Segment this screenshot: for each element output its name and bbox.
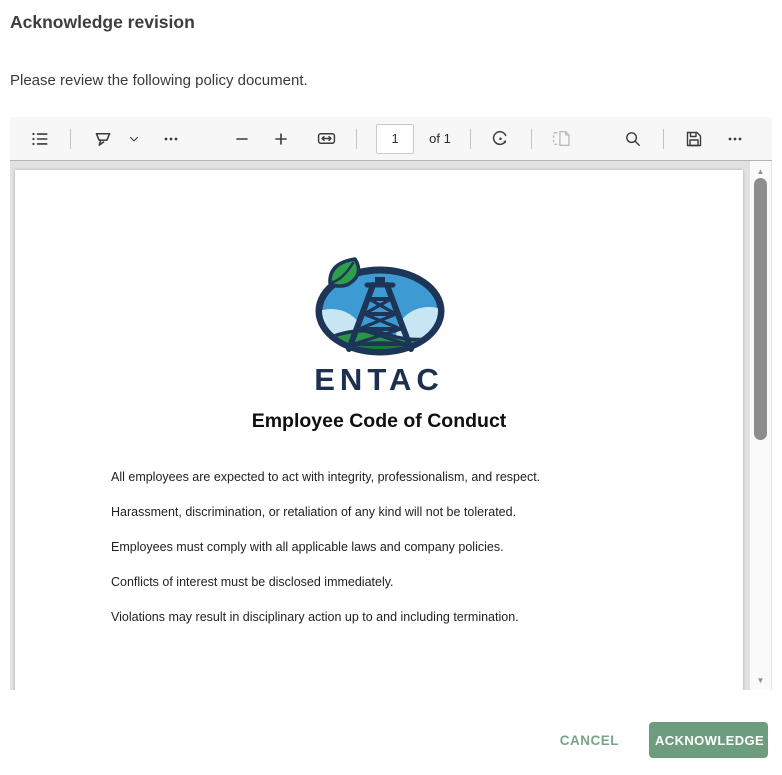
entac-logo (309, 257, 449, 357)
fit-width-icon (317, 129, 336, 148)
save-icon (685, 130, 703, 148)
policy-paragraph: Violations may result in disciplinary action up to and including termination. (111, 610, 519, 624)
chevron-down-icon (128, 133, 140, 145)
toolbar-right-group (622, 128, 772, 150)
zoom-in-button[interactable] (270, 128, 292, 150)
zoom-in-icon (273, 131, 289, 147)
toolbar-divider (663, 129, 664, 149)
cancel-button[interactable]: CANCEL (554, 725, 625, 756)
zoom-out-icon (234, 131, 250, 147)
toolbar-divider (531, 129, 532, 149)
scrollbar-down-arrow[interactable]: ▼ (756, 675, 765, 685)
search-button[interactable] (622, 128, 644, 150)
dialog-footer (554, 722, 768, 758)
scrollbar-up-arrow[interactable]: ▲ (756, 166, 765, 176)
page-count-label: of 1 (429, 131, 451, 146)
more-tools-button[interactable] (160, 128, 182, 150)
page-layout-icon (552, 129, 571, 148)
pdf-canvas-area (10, 161, 772, 690)
toolbar-divider (356, 129, 357, 149)
more-options-icon (727, 131, 743, 147)
toolbar-divider (470, 129, 471, 149)
sidebar-toggle-icon (31, 130, 49, 148)
viewer-scrollbar[interactable] (750, 161, 771, 690)
more-tools-icon (163, 131, 179, 147)
dialog-subtitle: Please review the following policy document. (10, 72, 308, 89)
pdf-page (15, 170, 743, 690)
policy-paragraph: Conflicts of interest must be disclosed immediately. (111, 575, 394, 589)
fit-width-button[interactable] (315, 128, 337, 150)
toolbar-left-group (10, 128, 182, 150)
dialog-title: Acknowledge revision (10, 12, 195, 32)
toolbar-center-group (231, 124, 573, 154)
policy-paragraph: Harassment, discrimination, or retaliation of any kind will not be tolerated. (111, 505, 517, 519)
policy-paragraph: All employees are expected to act with integrity, professionalism, and respect. (111, 470, 541, 484)
more-options-button[interactable] (724, 128, 746, 150)
highlighter-tool-button[interactable] (90, 128, 116, 150)
search-icon (624, 130, 642, 148)
page-layout-button (551, 128, 573, 150)
pdf-viewer (10, 117, 772, 690)
acknowledge-button[interactable]: ACKNOWLEDGE (649, 722, 768, 758)
rotate-button[interactable] (490, 128, 512, 150)
document-body (111, 470, 671, 645)
logo-brand-text: ENTAC (314, 362, 444, 397)
pdf-toolbar (10, 117, 772, 161)
rotate-icon (491, 129, 510, 148)
save-button[interactable] (683, 128, 705, 150)
highlighter-dropdown-button[interactable] (127, 132, 141, 146)
sidebar-toggle-button[interactable] (29, 128, 51, 150)
page-number-input[interactable] (376, 124, 414, 154)
document-title: Employee Code of Conduct (251, 410, 507, 432)
policy-paragraph: Employees must comply with all applicable laws and company policies. (111, 540, 504, 554)
toolbar-divider (70, 129, 71, 149)
zoom-out-button[interactable] (231, 128, 253, 150)
highlighter-tool-icon (92, 128, 114, 150)
scrollbar-thumb[interactable] (754, 178, 767, 440)
